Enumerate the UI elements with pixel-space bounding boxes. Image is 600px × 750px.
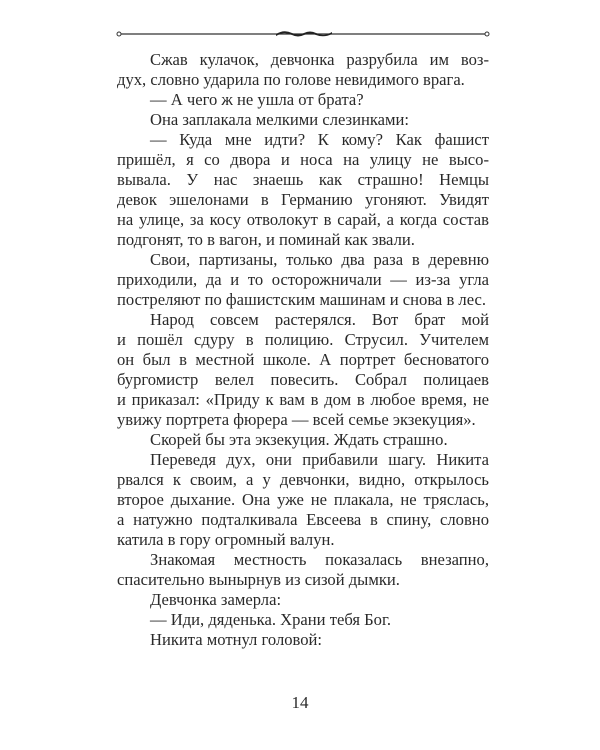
text-line: приходили, да и то осторожничали — из-за угла — [117, 270, 489, 289]
text-line: — Иди, дяденька. Храни тебя Бог. — [150, 610, 392, 629]
text-line: подгонят, то в вагон, и поминай как звали. — [117, 230, 415, 249]
text-line: и пошёл сдуру в полицию. Струсил. Учителем — [117, 330, 489, 349]
text-line: Переведя дух, они прибавили шагу. Никита — [150, 450, 489, 469]
text-line: спасительно вынырнув из сизой дымки. — [117, 570, 400, 589]
text-line: Народ совсем растерялся. Вот брат мой — [150, 310, 489, 329]
text-line: вывала. У нас знаешь как страшно! Немцы — [117, 170, 489, 189]
text-line: Свои, партизаны, только два раза в деревню — [150, 250, 489, 269]
text-line: рвался к своим, а у девчонки, видно, открылось — [117, 470, 489, 489]
text-line: бургомистр велел повесить. Собрал полицаев — [117, 370, 489, 389]
text-line: постреляют по фашистским машинам и снова в лес. — [117, 290, 487, 309]
text-line: — Куда мне идти? К кому? Как фашист — [150, 130, 489, 149]
text-line: он был в местной школе. А портрет бесноватого — [117, 350, 489, 369]
text-line: пришёл, я со двора и носа на улицу не высо- — [117, 150, 489, 169]
page-number: 14 — [291, 693, 309, 712]
header-ornament-divider — [116, 27, 490, 41]
text-line: Сжав кулачок, девчонка разрубила им воз- — [150, 50, 489, 69]
text-line: дух, словно ударила по голове невидимого врага. — [117, 70, 465, 89]
text-line: катила в гору огромный валун. — [117, 530, 335, 549]
text-line: — А чего ж не ушла от брата? — [150, 90, 364, 109]
text-line: Знакомая местность показалась внезапно, — [150, 550, 489, 569]
text-line: на улице, за косу отволокут в сарай, а когда состав — [117, 210, 489, 229]
text-line: второе дыхание. Она уже не плакала, не тряслась, — [117, 490, 489, 509]
text-line: а натужно подталкивала Евсеева в спину, словно — [117, 510, 489, 529]
text-line: и приказал: «Приду к вам в дом в любое время, не — [117, 390, 489, 409]
text-line: Девчонка замерла: — [150, 590, 282, 609]
text-line: увижу портрета фюрера — всей семье экзекуция». — [117, 410, 476, 429]
text-line: Скорей бы эта экзекуция. Ждать страшно. — [150, 430, 448, 449]
text-line: Никита мотнул головой: — [150, 630, 323, 649]
text-line: девок эшелонами в Германию угоняют. Увидят — [117, 190, 489, 209]
text-line: Она заплакала мелкими слезинками: — [150, 110, 410, 129]
page-body-text — [117, 50, 489, 650]
